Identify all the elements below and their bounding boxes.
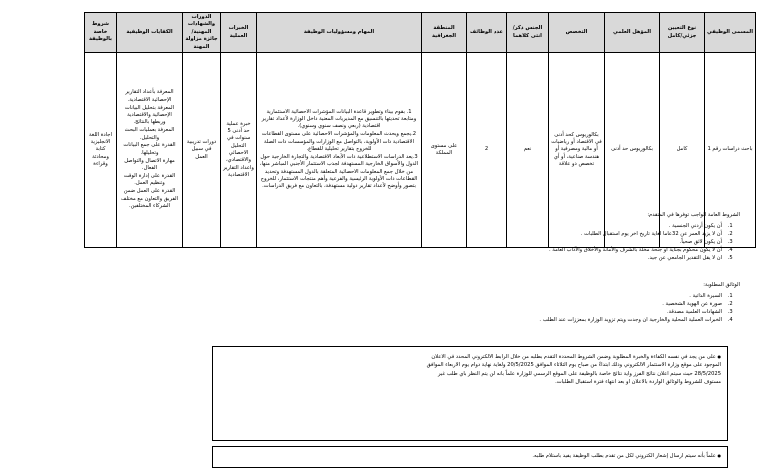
header-special: شروط خاصة بالوظيفة: [85, 13, 117, 53]
list-item: 2. صورة عن الهوية الشخصية .: [140, 300, 726, 308]
skill-item: المعرفة بأعداد التقارير الإحصائية الاقتصادية.: [125, 89, 174, 103]
header-gender: الجنس ذكر/انثى كلاهما: [507, 13, 549, 53]
cell-region: على مستوى المملكة: [422, 53, 467, 248]
list-item: 3. أن يكون لائق صحياً.: [140, 238, 726, 246]
task-item: 1. بقوم بيناء وتطوير قاعدة البيانات المؤشرات الاحصائية الاستثمارية ومتابعة تحديثها بالتنسيق مع المديريات المعنية داخل الوزارة لأعداد تقارير اقتصادية (ربعي ونصف سنوي وسنوي).: [261, 108, 417, 130]
application-notice-box: [212, 346, 728, 441]
skill-item: المعرفة بعمليات البحث والتحليل.: [124, 127, 175, 141]
skill-item: القدرة على جمع البيانات وتحليلها.: [123, 142, 176, 156]
bullet-icon: ●: [717, 453, 721, 458]
list-item: 4. الخبرات العملية المحلية والخارجية ان وجدت ويتم تزويد الوزارة بمعززات عند الطلب .: [140, 316, 726, 324]
cell-specialization: بكالوريوس كحد أدنى في الاقتصاد أو رياضيات أو مالية ومصرفية أو هندسة صناعية، أو أي تخصص ذو علاقة: [549, 53, 605, 248]
header-experience: الخبرات العملية: [221, 13, 257, 53]
header-courses: الدورات والشهادات المهنية/جائزة مزاولة المهنة: [183, 13, 221, 53]
required-documents-list: [140, 292, 740, 324]
list-item: 1. السيرة الذاتية .: [140, 292, 726, 300]
skill-item: القدرة على إدارة الوقت وتنظيم العمل.: [123, 172, 176, 187]
cell-title: باحث دراسات رقم 1: [705, 53, 756, 248]
general-conditions: [140, 211, 740, 262]
header-region: المنطقة الجغرافية: [422, 13, 467, 53]
header-specialization: التخصص: [549, 13, 605, 53]
task-item: 2.يجمع ويحدث المعلومات والمؤشرات الاحصائية على مستوى القطاعات الاقتصادية ذات الأولوية، بالتواصل مع الوزارات والمؤسسات ذات الصلة للخروج بتقارير تحليلية للقطاع.: [261, 131, 417, 153]
header-appointment: نوع التعيين جزئي/كامل: [660, 13, 705, 53]
table-header-row: [85, 13, 756, 53]
list-item: 5. ان لا يقل التقدير الجامعي عن جيد.: [140, 254, 726, 262]
email-notice-box: [212, 446, 728, 468]
bullet-icon: ●: [717, 354, 721, 359]
application-notice-text: على من يجد في نفسه الكفاءة والخبرة المطلوبة وضمن الشروط المحددة التقدم بطلبه من خلال الرابط الالكتروني المحدد في الاعلان الموجود على موقع وزارة الاستثمار الالكتروني وذلك ابتداءً من صباح يوم الثلاثاء الموافق 20/5/2025 ولغاية نهاية دوام يوم الاربعاء الموافق 28/5/2025 حيث سيتم اعلان نتائج الفرز واية نتائج خاصة بالوظيفة على الموقع الرسمي للوزارة علماً بانه لن يتم النظر باي طلب غير مستوف للشروط والوثائق الواردة بالاعلان او بعد انتهاء فترة استقبال الطلبات.: [426, 354, 721, 385]
skill-item: مهارة الاتصال والتواصل الفعال.: [124, 157, 175, 171]
list-item: 3. الشهادات العلمية مصدقة.: [140, 308, 726, 316]
cell-experience: خبرة عملية حد أدنى 5 سنوات في التحليل الاحصائي والاقتصادي، واعداد التقارير الاقتصادية: [221, 53, 257, 248]
header-skills: الكفايات الوظيفية: [117, 13, 183, 53]
skill-item: المعرفة بتحليل البيانات الإحصائية والاقتصادية وربطها بالنتائج.: [124, 104, 175, 126]
header-count: عدد الوظائف: [467, 13, 507, 53]
list-item: 1. أن يكون أردني الجنسية .: [140, 222, 726, 230]
email-notice-text: علماً بأنه سيتم ارسال إشعار الكتروني لكل من تقدم بطلب الوظيفة يفيد باستلام طلبه.: [532, 453, 716, 459]
header-title: المسمى الوظيفي: [705, 13, 756, 53]
cell-appointment: كامل: [660, 53, 705, 248]
cell-gender: نعم: [507, 53, 549, 248]
cell-qualification: بكالوريوس حد أدنى: [605, 53, 660, 248]
task-item: 3.يعد الدراسات الاستطلاعية ذات الأبعاد الاقتصادية والتجارة الخارجية حول الدول والأسواق الخارجية المستهدفة لجذب الاستثمار الأجنبي المباشر منها، من خلال جمع المعلومات الاحصائية المتعلقة بالدول المستهدفة وتحديد القطاعات ذات الأولوية الرئيسية والفرعية وأهم منتجات الاستثمار، للخروج بتصور وأوضح لأعداد تقارير دولية مستهدفة، بالتعاون مع فريق الدراسات.: [259, 153, 419, 190]
list-item: 4. أن لا يكون محكوم بجناية او جنحة مخلة بالشرف والأمانة والأخلاق والآداب العامة .: [140, 246, 726, 254]
required-documents-title: الوثائق المطلوبة:: [703, 282, 740, 288]
cell-courses: دورات تدريبية في سبيل العمل: [183, 53, 221, 248]
skill-item: القدرة على العمل ضمن الفريق والتعاون مع مختلف الشركاء المختلفين.: [120, 188, 179, 209]
header-tasks: المهام ومسؤوليات الوظيفة: [257, 13, 422, 53]
required-documents: [140, 281, 740, 324]
list-item: 2. أن لا يزيد العمر عن 32عاما لغاية تاريخ اخر يوم استقبال الطلبات .: [140, 230, 726, 238]
cell-count: 2: [467, 53, 507, 248]
header-qualification: المؤهل العلمي: [605, 13, 660, 53]
cell-special: اجادة اللغة الانجليزية كتابة ومحادثة وقراءة: [85, 53, 117, 248]
general-conditions-list: [140, 222, 740, 262]
general-conditions-title: الشروط العامة الواجب توفرها في المتقدم:: [647, 212, 740, 218]
